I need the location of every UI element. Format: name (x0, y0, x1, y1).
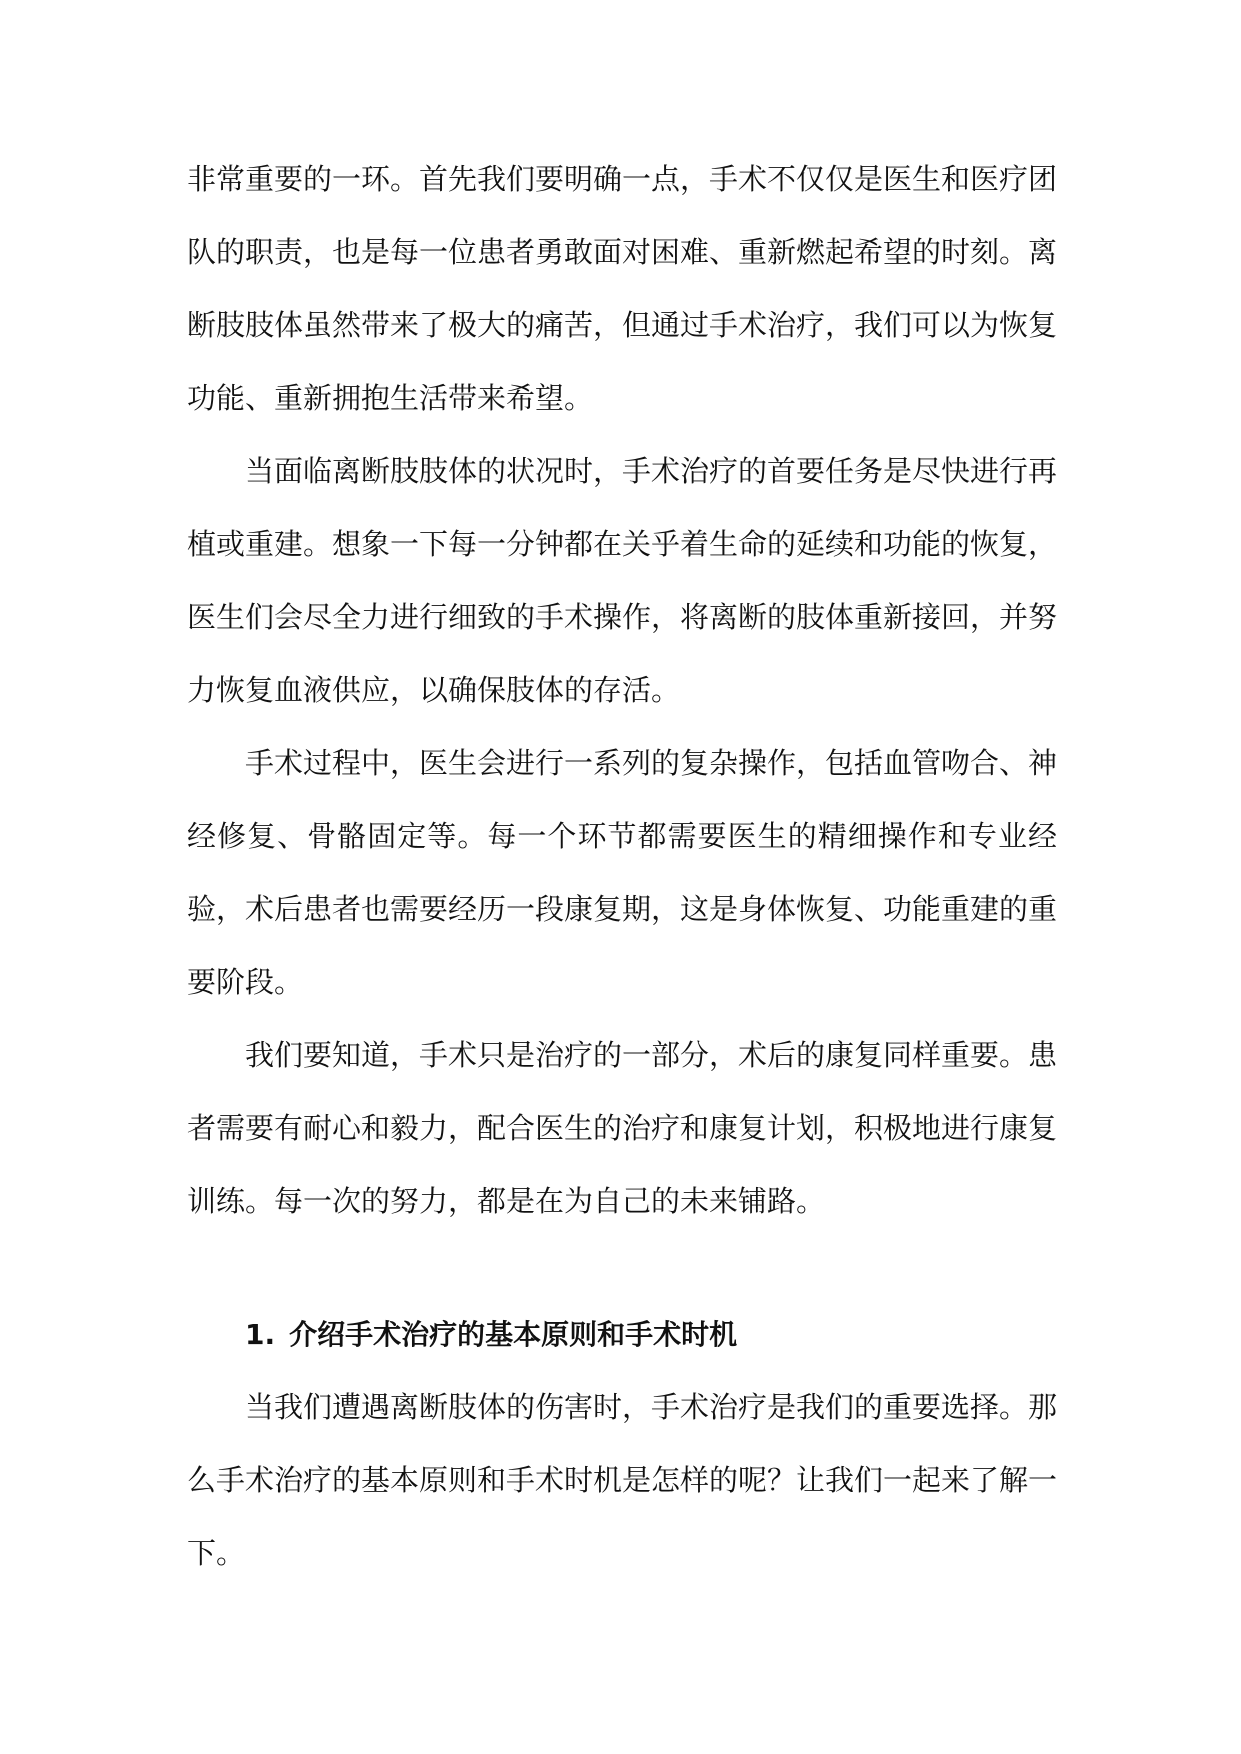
section-title: 介绍手术治疗的基本原则和手术时机 (289, 1318, 738, 1351)
section-heading (187, 1298, 1057, 1371)
document-body (187, 143, 1057, 1590)
paragraph-replantation: 当面临离断肢肢体的状况时，手术治疗的首要任务是尽快进行再植或重建。想象一下每一分钟都在关乎着生命的延续和功能的恢复，医生们会尽全力进行细致的手术操作，将离断的肢体重新接回，并努力恢复血液供应，以确保肢体的存活。 (187, 454, 1058, 707)
paragraph-rehabilitation: 我们要知道，手术只是治疗的一部分，术后的康复同样重要。患者需要有耐心和毅力，配合医生的治疗和康复计划，积极地进行康复训练。每一次的努力，都是在为自己的未来铺路。 (187, 1038, 1058, 1218)
paragraph-continuation: 非常重要的一环。首先我们要明确一点，手术不仅仅是医生和医疗团队的职责，也是每一位患者勇敢面对困难、重新燃起希望的时刻。离断肢肢体虽然带来了极大的痛苦，但通过手术治疗，我们可以为恢复功能、重新拥抱生活带来希望。 (187, 162, 1058, 415)
paragraph-surgical-process: 手术过程中，医生会进行一系列的复杂操作，包括血管吻合、神经修复、骨骼固定等。每一个环节都需要医生的精细操作和专业经验，术后患者也需要经历一段康复期，这是身体恢复、功能重建的重要阶段。 (187, 746, 1058, 999)
paragraph-introduction: 当我们遭遇离断肢体的伤害时，手术治疗是我们的重要选择。那么手术治疗的基本原则和手术时机是怎样的呢？让我们一起来了解一下。 (187, 1390, 1058, 1570)
section-number: 1. (245, 1318, 276, 1351)
